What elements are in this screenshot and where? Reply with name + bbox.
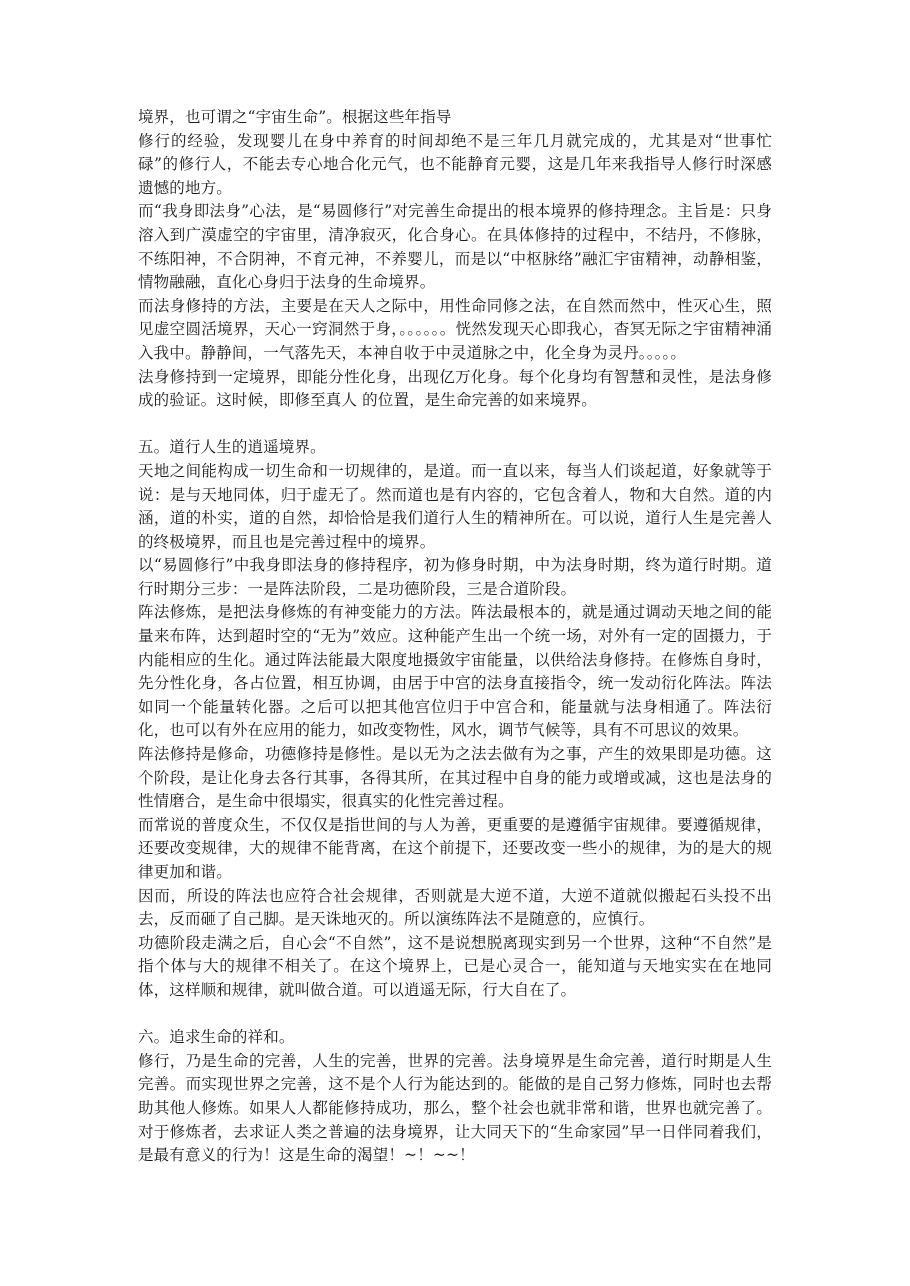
paragraph: 功德阶段走满之后，自心会“不自然”，这不是说想脱离现实到另一个世界，这种“不自然”是指个体与大的规律不相关了。在这个境界上，已是心灵合一，能知道与天地实实在在地同体，这样顺和规律，就叫做合道。可以逍遥无际，行大自在了。 [138,933,772,999]
section-heading: 六。追求生命的祥和。 [138,1028,295,1047]
intro-block [138,106,772,413]
document-page [138,106,772,1168]
paragraph: 修行的经验，发现婴儿在身中养育的时间却绝不是三年几月就完成的，尤其是对“世事忙碌”的修行人，不能去专心地合化元气，也不能静育元婴，这是几年来我指导人修行时深感遗憾的地方。 [138,131,772,197]
paragraph: 天地之间能构成一切生命和一切规律的，是道。而一直以来，每当人们谈起道，好象就等于说：是与天地同体，归于虚无了。然而道也是有内容的，它包含着人，物和大自然。道的内涵，道的朴实，道的自然，却恰恰是我们道行人生的精神所在。可以说，道行人生是完善人的终极境界，而且也是完善过程中的境界。 [138,461,772,551]
paragraph: 以“易圆修行”中我身即法身的修持程序，初为修身时期，中为法身时期，终为道行时期。道行时期分三步：一是阵法阶段，二是功德阶段，三是合道阶段。 [138,556,772,598]
paragraph: 境界，也可谓之“宇宙生命”。根据这些年指导 [138,108,452,126]
paragraph: 而法身修持的方法，主要是在天人之际中，用性命同修之法，在自然而然中，性灭心生，照见虚空圆活境界，天心一窍洞然于身，。。。。。。恍然发现天心即我心，杳冥无际之宇宙精神涌入我中。静静间，一气落先天，本神自收于中灵道脉之中，化全身为灵丹。。。。。 [138,296,772,362]
paragraph: 阵法修持是修命，功德修持是修性。是以无为之法去做有为之事，产生的效果即是功德。这个阶段，是让化身去各行其事，各得其所，在其过程中自身的能力或增或减，这也是法身的性情磨合，是生命中很塌实，很真实的化性完善过程。 [138,745,772,811]
paragraph: 而常说的普度众生，不仅仅是指世间的与人为善，更重要的是遵循宇宙规律。要遵循规律，还要改变规律，大的规律不能背离，在这个前提下，还要改变一些小的规律，为的是大的规律更加和谐。 [138,815,772,881]
paragraph: 修行，乃是生命的完善，人生的完善，世界的完善。法身境界是生命完善，道行时期是人生完善。而实现世界之完善，这不是个人行为能达到的。能做的是自己努力修炼，同时也去帮助其他人修炼。如果人人都能修持成功，那么，整个社会也就非常和谐，世界也就完善了。对于修炼者，去求证人类之普遍的法身境界，让大同天下的“生命家园”早一日伴同着我们，是最有意义的行为！这是生命的渴望！~！~~！ [138,1051,772,1165]
section-heading: 五。道行人生的逍遥境界。 [138,438,326,457]
section-six [138,1026,772,1168]
paragraph: 阵法修炼，是把法身修炼的有神变能力的方法。阵法最根本的，就是通过调动天地之间的能量来布阵，达到超时空的“无为”效应。这种能产生出一个统一场，对外有一定的固摄力，于内能相应的生化。通过阵法能最大限度地摄敛宇宙能量，以供给法身修持。在修炼自身时，先分性化身，各占位置，相互协调，由居于中宫的法身直接指令，统一发动衍化阵法。阵法如同一个能量转化器。之后可以把其他宫位归于中宫合和，能量就与法身相通了。阵法衍化，也可以有外在应用的能力，如改变物性，风水，调节气候等，具有不可思议的效果。 [138,603,772,740]
paragraph: 因而，所设的阵法也应符合社会规律，否则就是大逆不道，大逆不道就似搬起石头投不出去，反而砸了自己脚。是天诛地灭的。所以演练阵法不是随意的，应慎行。 [138,886,772,929]
paragraph: 法身修持到一定境界，即能分性化身，出现亿万化身。每个化身均有智慧和灵性，是法身修成的验证。这时候，即修至真人 的位置，是生命完善的如来境界。 [138,367,772,410]
paragraph: 而“我身即法身”心法，是“易圆修行”对完善生命提出的根本境界的修持理念。主旨是：只身溶入到广漠虚空的宇宙里，清净寂灭，化合身心。在具体修持的过程中，不结丹，不修脉，不练阳神，不合阴神，不育元神，不养婴儿，而是以“中枢脉络”融汇宇宙精神，动静相鉴，情物融融，直化心身归于法身的生命境界。 [138,202,772,292]
section-five [138,436,772,1002]
